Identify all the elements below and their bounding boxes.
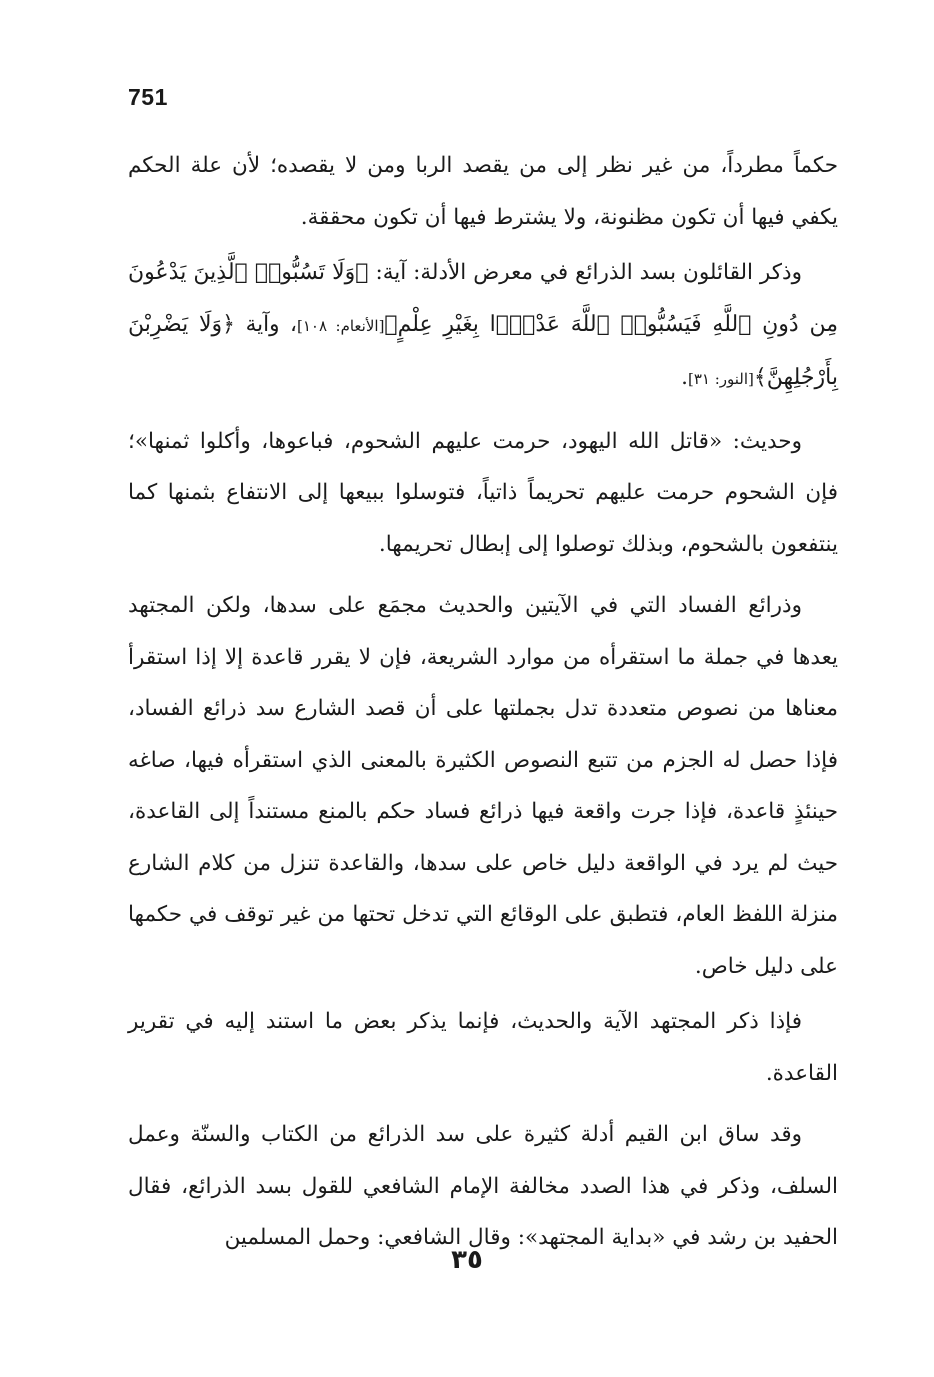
paragraph-1: حكماً مطرداً، من غير نظر إلى من يقصد الربا ومن لا يقصده؛ لأن علة الحكم يكفي فيها أن تكون مظنونة، ولا يشترط فيها أن تكون محققة.	[128, 153, 838, 230]
quran-verse-1: ﴿وَلَا تَسُبُّوا۟ ٱلَّذِينَ يَدْعُونَ مِن دُونِ ٱللَّهِ فَيَسُبُّوا۟ ٱللَّهَ عَدْوًۢا بِغَيْرِ عِلْمٍ﴾	[128, 260, 838, 337]
page-number-top: 751	[128, 84, 168, 110]
paragraph-2-intro: وذكر القائلون بسد الذرائع في معرض الأدلة: آية:	[368, 260, 802, 285]
verse-reference-1: [الأنعام: ١٠٨]	[296, 316, 385, 335]
quran-verse-2: ﴿وَلَا يَضْرِبْنَ بِأَرْجُلِهِنَّ﴾	[128, 311, 838, 390]
paragraph-5: فإذا ذكر المجتهد الآية والحديث، فإنما يذكر بعض ما استند إليه في تقرير القاعدة.	[128, 1009, 838, 1086]
paragraph-3: وحديث: «قاتل الله اليهود، حرمت عليهم الشحوم، فباعوها، وأكلوا ثمنها»؛ فإن الشحوم حرمت عليهم تحريماً ذاتياً، فتوسلوا ببيعها إلى الانتفاع بثمنها كما ينتفعون بالشحوم، وبذلك توصلوا إلى إبطال تحريمها.	[128, 428, 838, 557]
paragraph-2	[128, 247, 838, 406]
page-body-text	[128, 140, 838, 1264]
paragraph-2-end: .	[681, 365, 688, 390]
paragraph-2-middle: ، وآية	[235, 311, 297, 337]
paragraph-4: وذرائع الفساد التي في الآيتين والحديث مجمَع على سدها، ولكن المجتهد يعدها في جملة ما استقرأه من موارد الشريعة، فإن لا يقرر قاعدة إلا إذا استقرأ معناها من نصوص متعددة تدل بجملتها على أن قصد الشارع سد ذرائع الفساد، فإذا حصل له الجزم من تتبع النصوص الكثيرة بالمعنى الذي استقرأه فيها، صاغه حينئذٍ قاعدة، فإذا جرت واقعة فيها ذرائع فساد حكم بالمنع مستنداً إلى القاعدة، حيث لم يرد في الواقعة دليل خاص على سدها، والقاعدة تنزل من كلام الشارع منزلة اللفظ العام، فتطبق على الوقائع التي تدخل تحتها من غير توقف في حكمها على دليل خاص.	[128, 593, 838, 979]
page-number-bottom: ٣٥	[451, 1245, 483, 1275]
paragraph-6: وقد ساق ابن القيم أدلة كثيرة على سد الذرائع من الكتاب والسنّة وعمل السلف، وذكر في هذا الصدد مخالفة الإمام الشافعي للقول بسد الذرائع، فقال الحفيد بن رشد في «بداية المجتهد»: وقال الشافعي: وحمل المسلمين	[128, 1122, 838, 1250]
verse-reference-2: [النور: ٣١]	[687, 370, 754, 388]
